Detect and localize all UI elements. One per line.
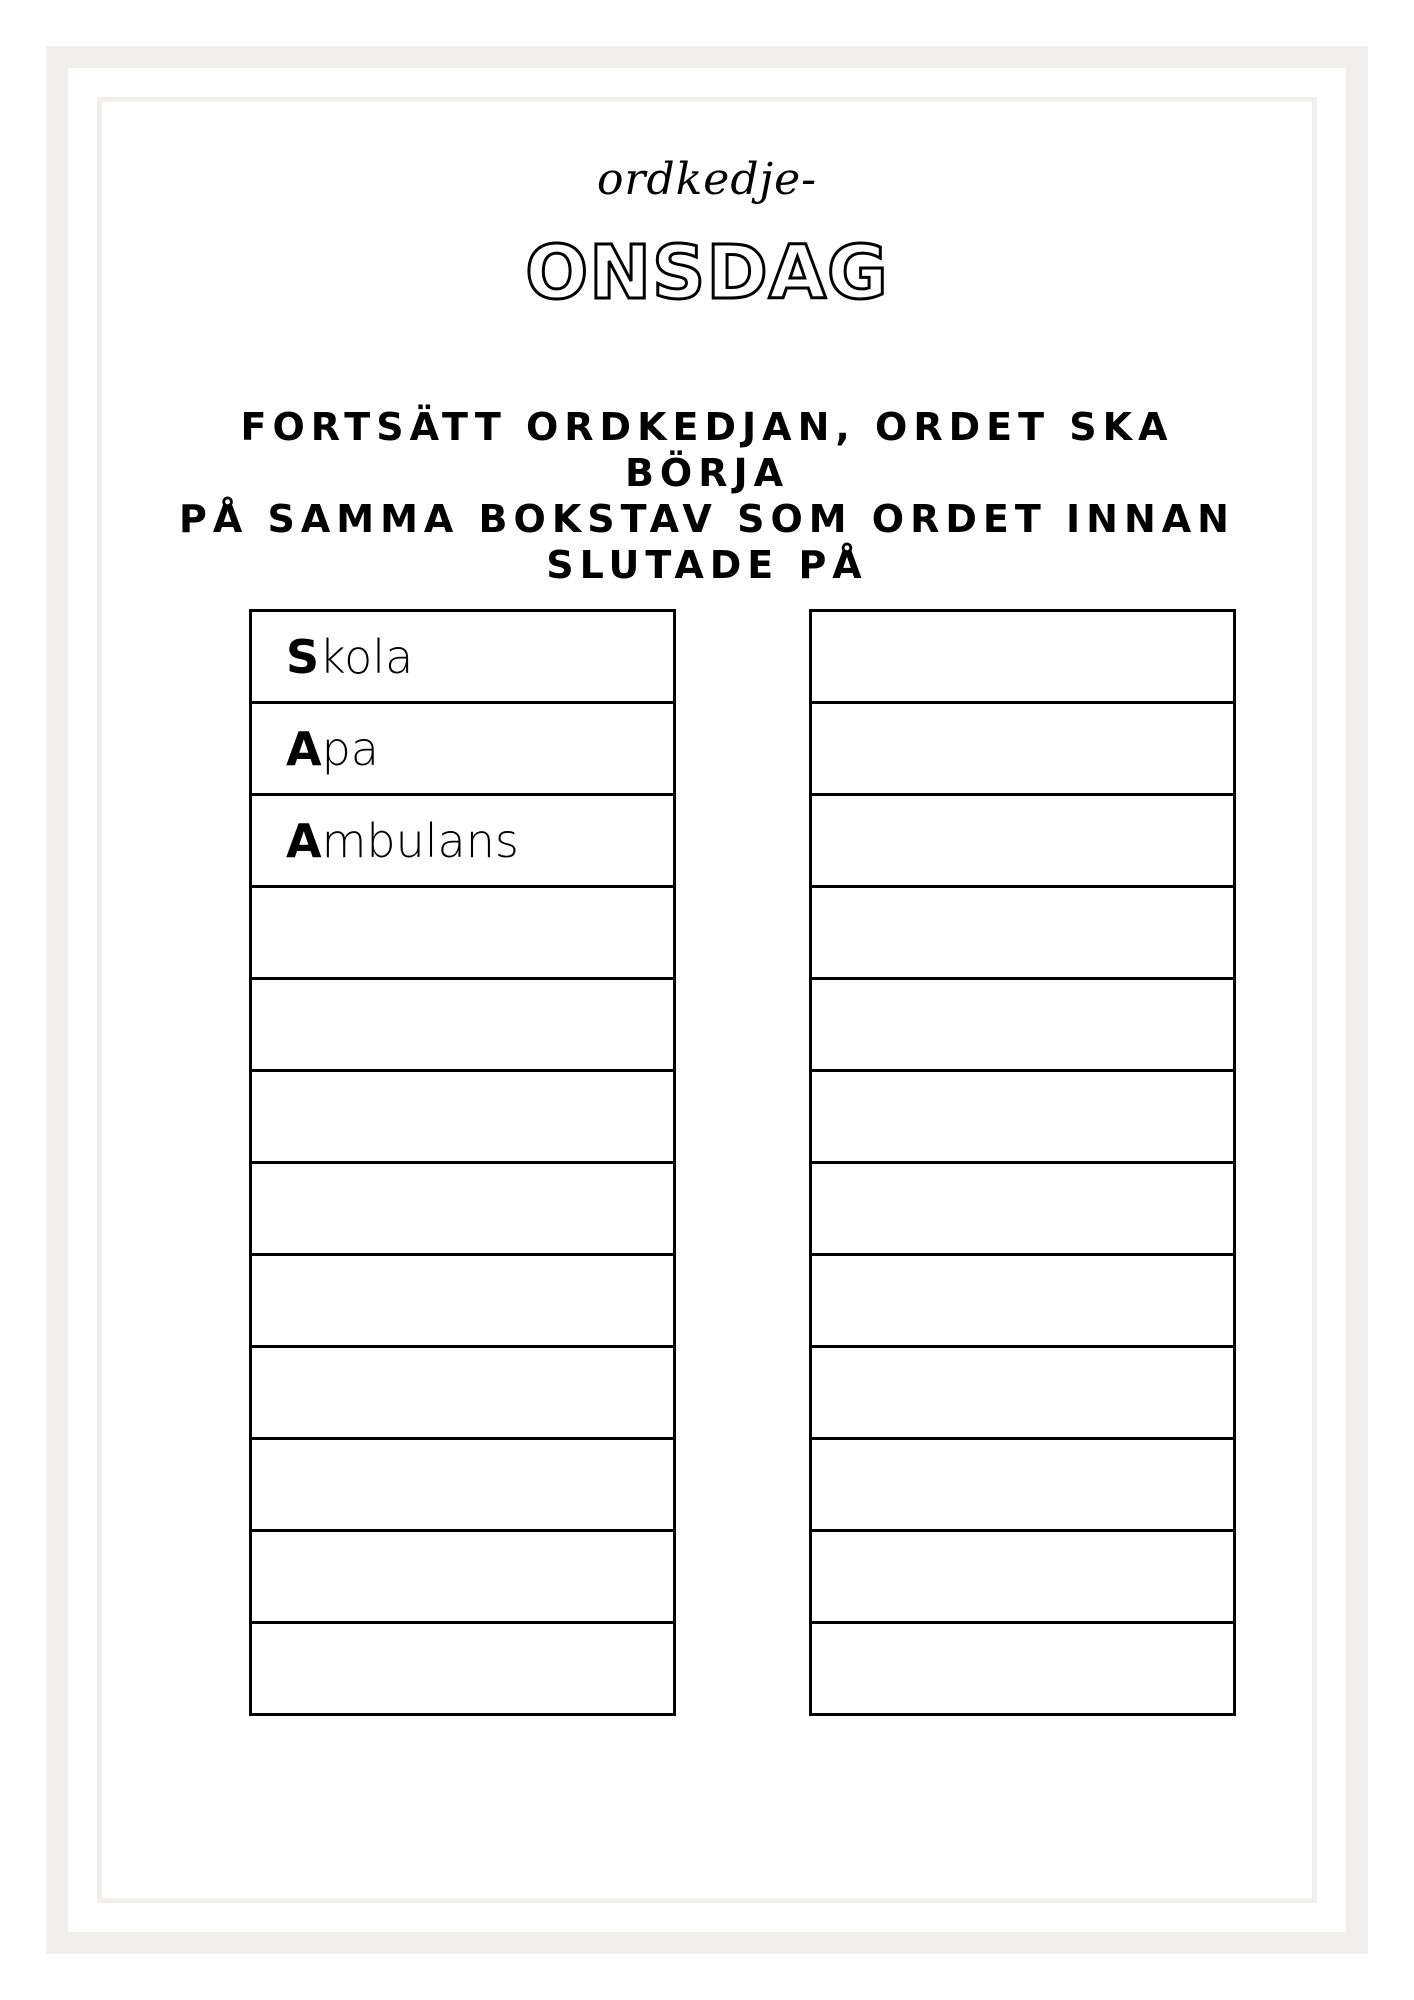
- word-row[interactable]: [252, 612, 673, 701]
- instructions: [150, 404, 1264, 588]
- word-row[interactable]: [252, 1529, 673, 1621]
- instructions-line-3: SLUTADE PÅ: [546, 543, 868, 587]
- word-row[interactable]: [252, 977, 673, 1069]
- word-row[interactable]: [812, 1437, 1233, 1529]
- word-rest: kola: [319, 629, 414, 684]
- word-row[interactable]: [252, 1345, 673, 1437]
- word-rest: mbulans: [321, 813, 519, 868]
- word-row[interactable]: [812, 1529, 1233, 1621]
- word-row[interactable]: [812, 977, 1233, 1069]
- word-row[interactable]: [812, 701, 1233, 793]
- word-row[interactable]: [252, 885, 673, 977]
- word-row[interactable]: [252, 793, 673, 885]
- word-row[interactable]: [252, 1437, 673, 1529]
- word-row[interactable]: [812, 1621, 1233, 1713]
- word-row[interactable]: [252, 701, 673, 793]
- word-rest: pa: [321, 721, 379, 776]
- word-row[interactable]: [252, 1161, 673, 1253]
- word-row[interactable]: [812, 1069, 1233, 1161]
- page-subtitle: ordkedje-: [596, 154, 818, 205]
- word-row[interactable]: [812, 1161, 1233, 1253]
- word-row[interactable]: [252, 1621, 673, 1713]
- word-first-letter: A: [286, 813, 322, 868]
- word-chain-column-right: [809, 609, 1236, 1716]
- word-chain-column-left: [249, 609, 676, 1716]
- word-row[interactable]: [812, 885, 1233, 977]
- word-first-letter: A: [286, 721, 322, 776]
- page-title: ONSDAG: [525, 230, 889, 316]
- word-row[interactable]: [812, 612, 1233, 701]
- word-row[interactable]: [812, 1253, 1233, 1345]
- word-row[interactable]: [812, 793, 1233, 885]
- word-row[interactable]: [252, 1253, 673, 1345]
- word-row[interactable]: [252, 1069, 673, 1161]
- word-first-letter: S: [286, 629, 320, 684]
- word-row[interactable]: [812, 1345, 1233, 1437]
- instructions-line-1: FORTSÄTT ORDKEDJAN, ORDET SKA BÖRJA: [240, 405, 1174, 495]
- instructions-line-2: PÅ SAMMA BOKSTAV SOM ORDET INNAN: [179, 497, 1235, 541]
